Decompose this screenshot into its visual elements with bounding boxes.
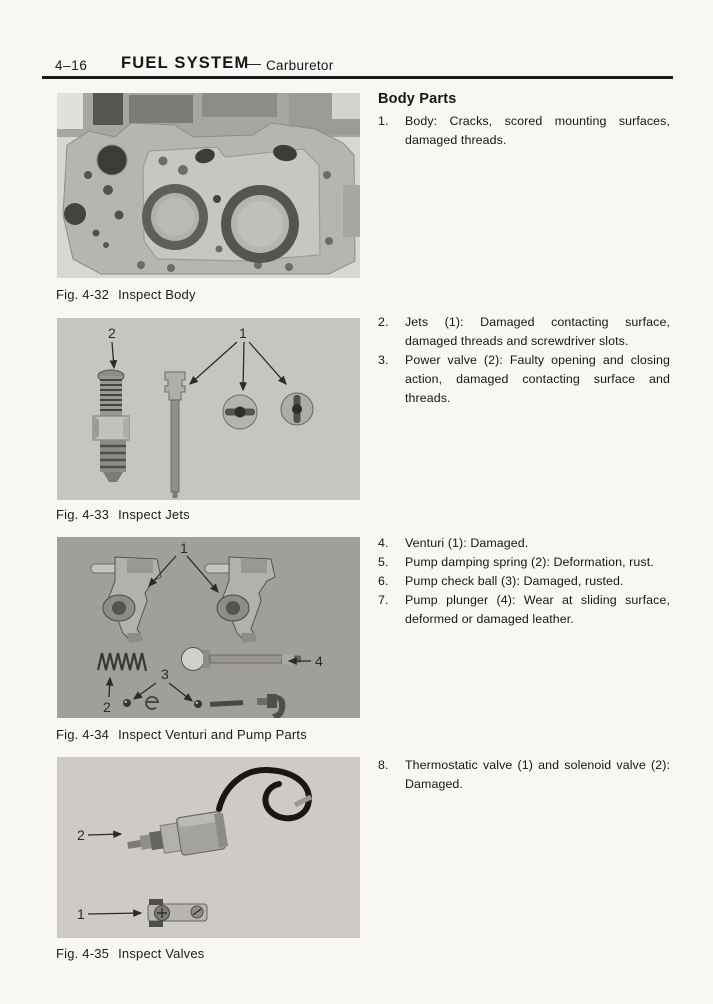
inspection-item bbox=[378, 553, 670, 572]
jets-illustration bbox=[57, 318, 360, 500]
part-label-2: 2 bbox=[77, 827, 85, 843]
section-title: FUEL SYSTEM bbox=[121, 54, 250, 72]
part-label-1: 1 bbox=[239, 325, 247, 341]
figure-number: Fig. 4-33 bbox=[56, 507, 110, 522]
inspection-item bbox=[378, 534, 670, 553]
part-label-4: 4 bbox=[315, 653, 323, 669]
carburetor-body-illustration bbox=[57, 93, 360, 278]
figure-caption bbox=[56, 727, 307, 742]
inspection-item bbox=[378, 572, 670, 591]
item-number: 6. bbox=[378, 574, 389, 588]
figure-caption bbox=[56, 507, 190, 522]
inspection-section-2 bbox=[378, 313, 670, 408]
body-side-boss bbox=[343, 185, 360, 237]
part-label-3: 3 bbox=[161, 666, 169, 682]
figure-title: Inspect Jets bbox=[118, 507, 190, 522]
figure-4-33-photo bbox=[57, 318, 360, 500]
item-number: 1. bbox=[378, 114, 389, 128]
figure-caption bbox=[56, 287, 196, 302]
item-number: 7. bbox=[378, 593, 389, 607]
venturi-pump-illustration bbox=[57, 537, 360, 718]
figure-4-32-photo bbox=[57, 93, 360, 278]
item-text: Pump check ball (3): Damaged, rusted. bbox=[405, 574, 624, 588]
inspection-item bbox=[378, 591, 670, 629]
item-number: 3. bbox=[378, 353, 389, 367]
body-parts-heading: Body Parts bbox=[378, 91, 457, 107]
item-number: 4. bbox=[378, 536, 389, 550]
figure-number: Fig. 4-35 bbox=[56, 946, 110, 961]
item-text: Pump plunger (4): Wear at sliding surface, deformed or damaged leather. bbox=[405, 593, 670, 626]
inspection-item bbox=[378, 313, 670, 351]
header-rule bbox=[42, 76, 673, 79]
figure-title: Inspect Valves bbox=[118, 946, 205, 961]
figure-title: Inspect Venturi and Pump Parts bbox=[118, 727, 307, 742]
inspection-section-1 bbox=[378, 112, 670, 150]
part-label-1: 1 bbox=[77, 906, 85, 922]
inspection-item bbox=[378, 112, 670, 150]
item-text: Jets (1): Damaged contacting surface, damaged threads and screwdriver slots. bbox=[405, 315, 670, 348]
figure-title: Inspect Body bbox=[118, 287, 196, 302]
slotted-jet-part-a bbox=[223, 395, 257, 429]
item-number: 5. bbox=[378, 555, 389, 569]
item-number: 8. bbox=[378, 758, 389, 772]
secondary-bore bbox=[221, 185, 299, 263]
part-label-1: 1 bbox=[180, 540, 188, 556]
inspection-section-3 bbox=[378, 534, 670, 629]
figure-caption bbox=[56, 946, 205, 961]
figure-number: Fig. 4-34 bbox=[56, 727, 110, 742]
valves-illustration bbox=[57, 757, 360, 938]
item-text: Thermostatic valve (1) and solenoid valve (2): Damaged. bbox=[405, 758, 670, 791]
figure-4-35-photo bbox=[57, 757, 360, 938]
part-label-2: 2 bbox=[103, 699, 111, 715]
item-number: 2. bbox=[378, 315, 389, 329]
page-number: 4–16 bbox=[55, 58, 88, 73]
item-text: Body: Cracks, scored mounting surfaces, damaged threads. bbox=[405, 114, 670, 147]
inspection-section-4 bbox=[378, 756, 670, 794]
inspection-item bbox=[378, 351, 670, 408]
item-text: Pump damping spring (2): Deformation, rust. bbox=[405, 555, 654, 569]
part-label-2: 2 bbox=[108, 325, 116, 341]
figure-number: Fig. 4-32 bbox=[56, 287, 110, 302]
item-text: Venturi (1): Damaged. bbox=[405, 536, 529, 550]
section-separator: — bbox=[247, 55, 261, 71]
figure-4-34-photo bbox=[57, 537, 360, 718]
slotted-jet-part-b bbox=[281, 393, 313, 425]
primary-bore bbox=[142, 184, 208, 250]
item-text: Power valve (2): Faulty opening and closing action, damaged contacting surface and threads. bbox=[405, 353, 670, 405]
inspection-item bbox=[378, 756, 670, 794]
subsection-title: Carburetor bbox=[266, 58, 334, 73]
